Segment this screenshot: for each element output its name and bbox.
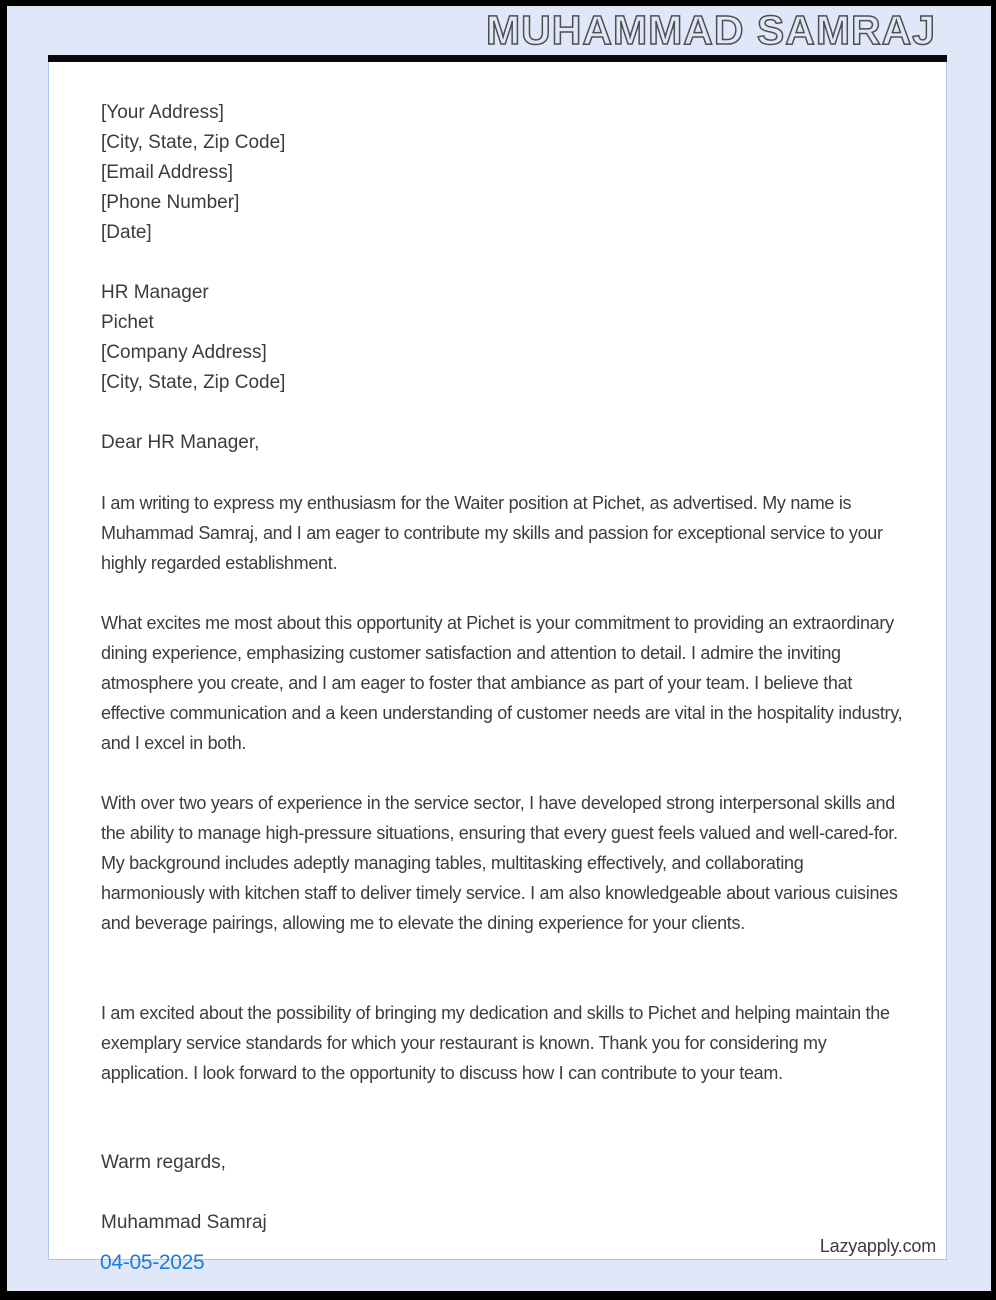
lazyapply-watermark: Lazyapply.com — [819, 1236, 936, 1256]
recipient-company-line: Pichet — [101, 312, 154, 333]
paragraph-motivation: What excites me most about this opportunity at Pichet is your commitment to providing an extraordinary dining experience, emphasizing customer satisfaction and attention to detail. I admire the inviting atmosphere you create, and I am eager to foster that ambiance as part of your team. I believe that effective communication and a keen understanding of customer needs are vital in the hospitality industry, and I excel in both. — [101, 613, 903, 753]
recipient-city-line: [City, State, Zip Code] — [101, 372, 286, 393]
paragraph-experience: With over two years of experience in the service sector, I have developed strong interpersonal skills and the ability to manage high-pressure situations, ensuring that every guest feels valued and well-cared-for. My background includes adeptly managing tables, multitasking effectively, and collaborating harmoniously with kitchen staff to deliver timely service. I am also knowledgeable about various cuisines and beverage pairings, allowing me to elevate the dining experience for your clients. — [101, 793, 898, 933]
header-candidate-name: MUHAMMAD SAMRAJ — [485, 7, 936, 53]
header-divider-bar — [48, 55, 947, 62]
letter-page — [48, 62, 947, 1260]
salutation: Dear HR Manager, — [101, 432, 260, 453]
sender-address-line: [Your Address] — [101, 102, 224, 123]
signature-name: Muhammad Samraj — [101, 1212, 267, 1233]
paragraph-closing: I am excited about the possibility of bringing my dedication and skills to Pichet and helping maintain the exemplary service standards for which your restaurant is known. Thank you for considering my application. I look forward to the opportunity to discuss how I can contribute to your team. — [101, 1003, 890, 1083]
recipient-block — [101, 278, 907, 398]
recipient-title-line: HR Manager — [101, 282, 209, 303]
recipient-address-line: [Company Address] — [101, 342, 267, 363]
paragraph-intro: I am writing to express my enthusiasm for the Waiter position at Pichet, as advertised. My name is Muhammad Samraj, and I am eager to contribute my skills and passion for exceptional service to your highly regarded establishment. — [101, 493, 883, 573]
letter-body — [101, 98, 907, 1268]
sender-city-line: [City, State, Zip Code] — [101, 132, 286, 153]
sender-date-line: [Date] — [101, 222, 152, 243]
sender-email-line: [Email Address] — [101, 162, 233, 183]
sender-phone-line: [Phone Number] — [101, 192, 240, 213]
closing-phrase: Warm regards, — [101, 1152, 226, 1173]
sender-address-block — [101, 98, 907, 248]
footer-date: 04-05-2025 — [100, 1251, 205, 1274]
